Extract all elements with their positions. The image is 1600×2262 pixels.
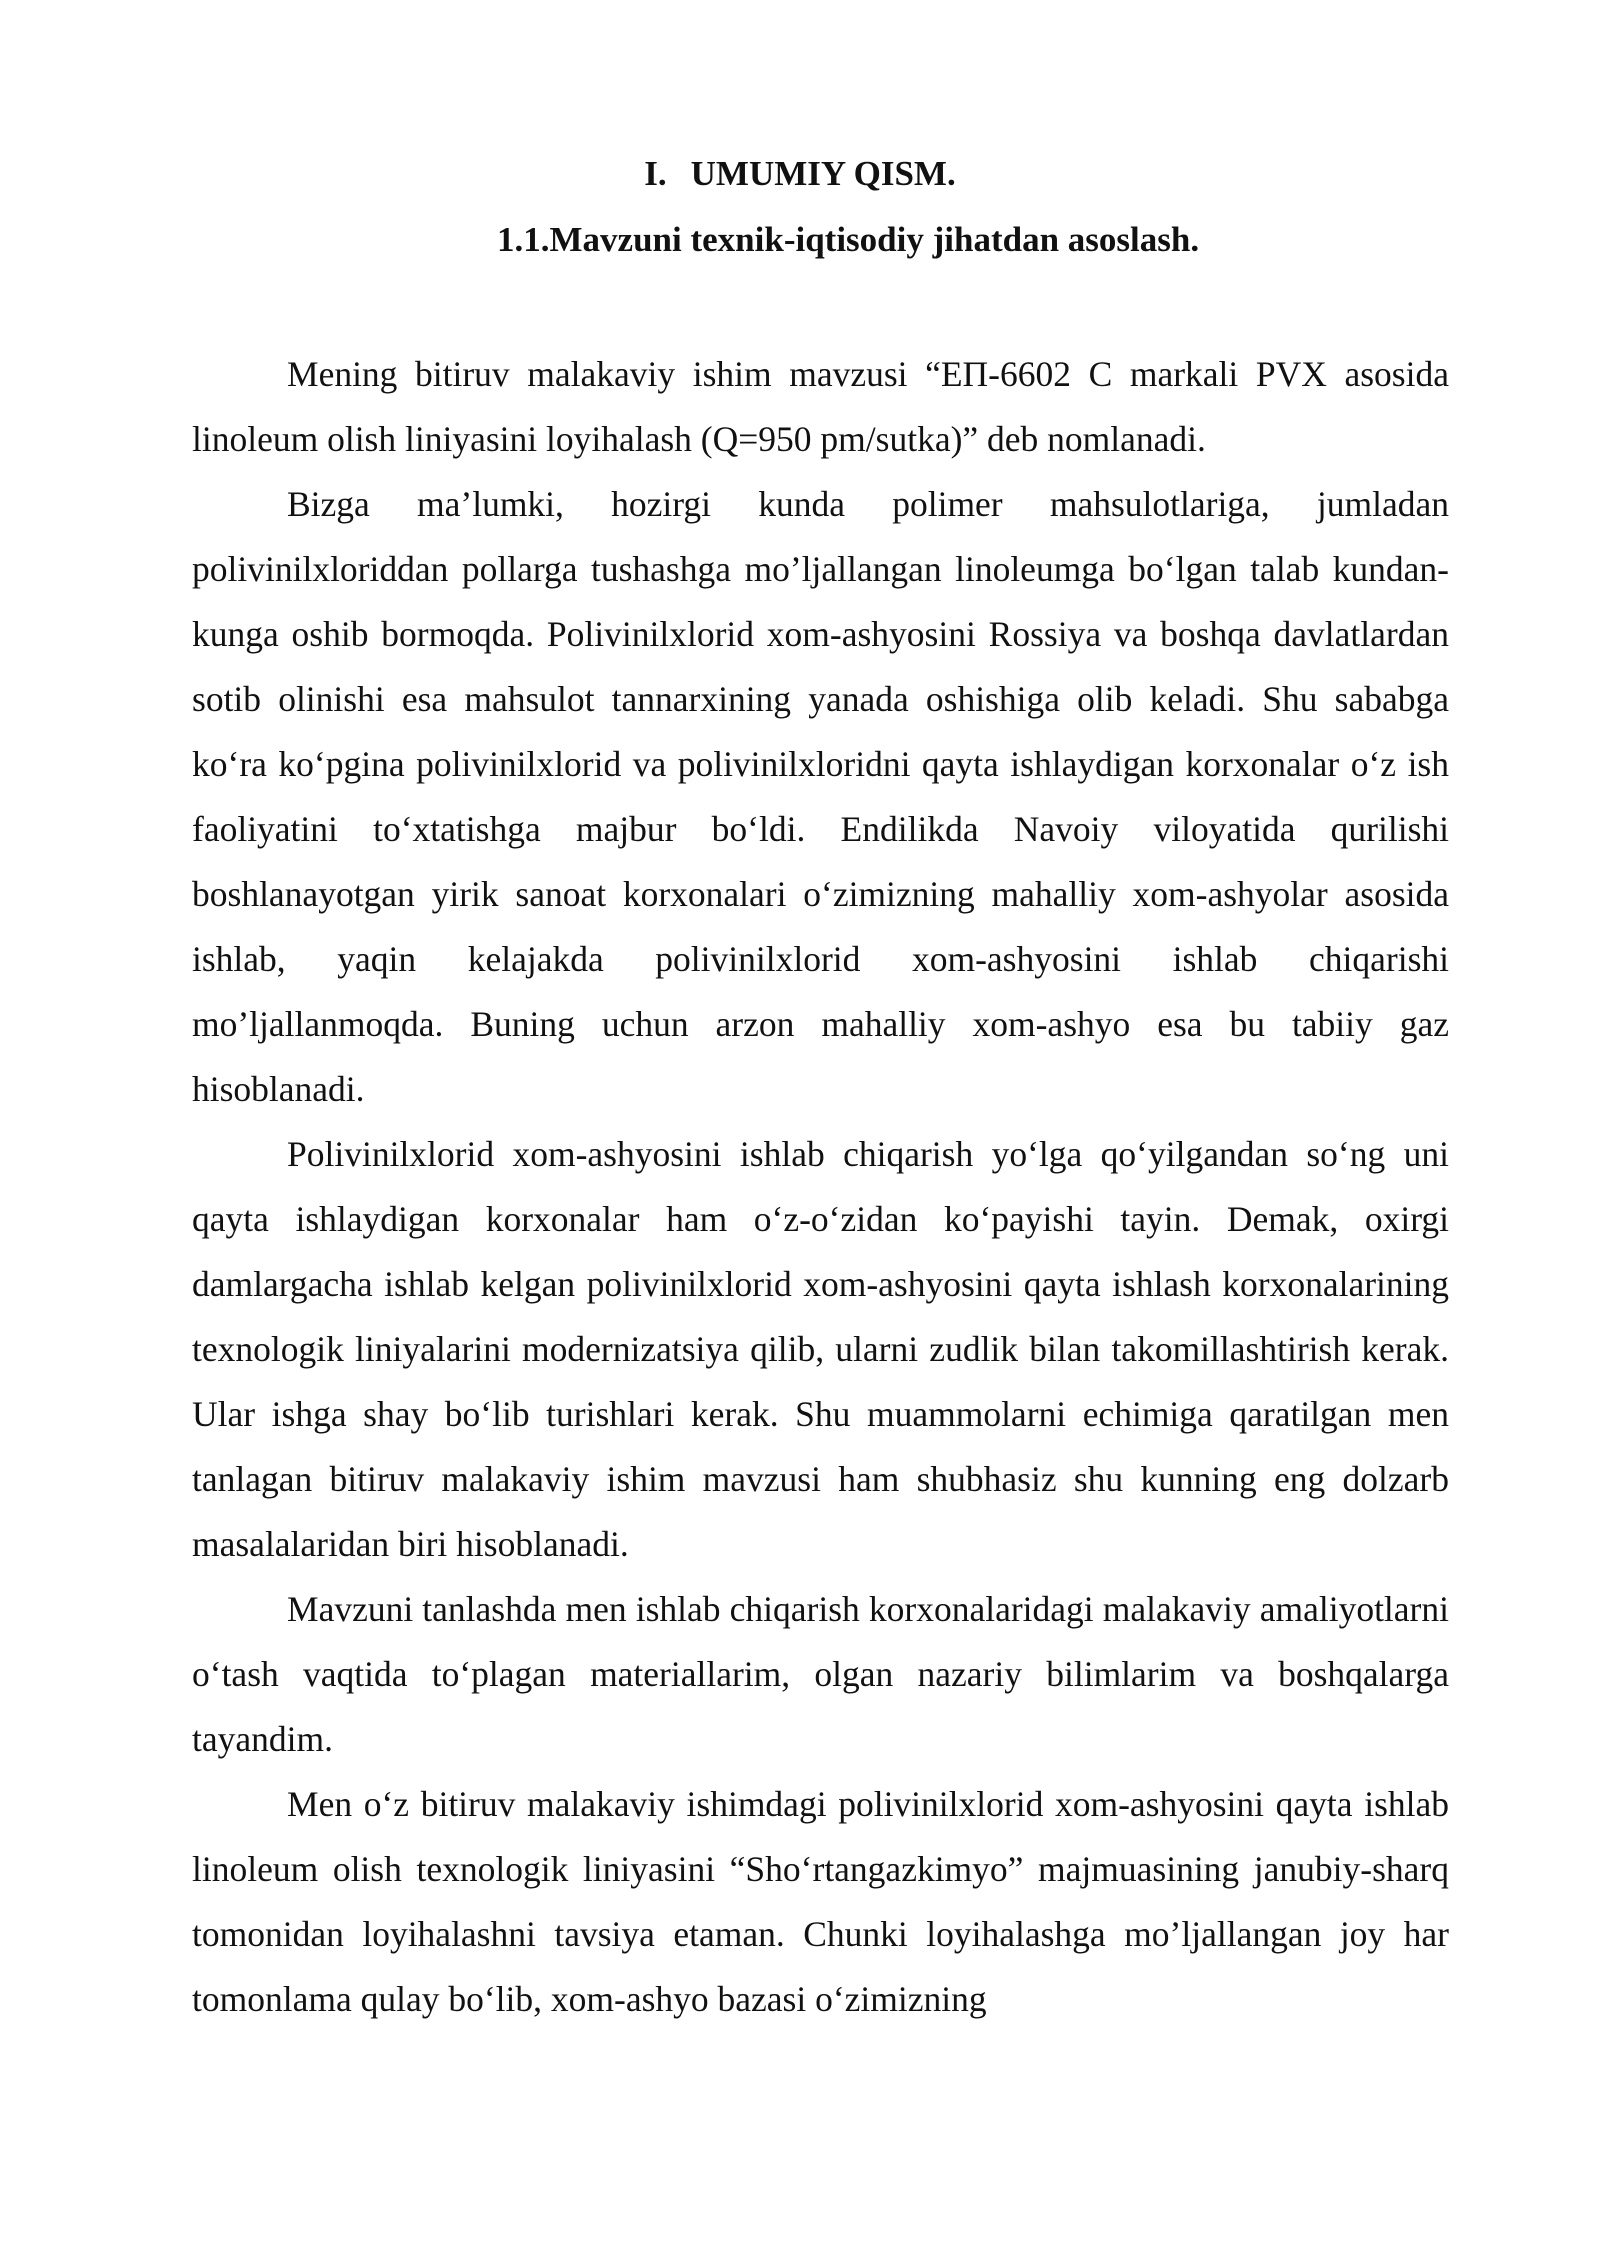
subsection-heading: 1.1.Mavzuni texnik-iqtisodiy jihatdan asoslash. [497,220,1200,259]
paragraph: Mening bitiruv malakaviy ishim mavzusi “ЕП-6602 C markali PVX asosida linoleum olish liniyasini loyihalash (Q=950 pm/sutka)” deb nomlanadi. [192,354,1449,459]
paragraph: Mavzuni tanlashda men ishlab chiqarish korxonalaridagi malakaviy amaliyotlarni o‘tash vaqtida to‘plagan materiallarim, olgan nazariy bilimlarim va boshqalarga tayandim. [192,1589,1449,1759]
paragraph: Polivinilxlorid xom-ashyosini ishlab chiqarish yo‘lga qo‘yilgandan so‘ng uni qayta ishlaydigan korxonalar ham o‘z-o‘zidan ko‘payishi tayin. Demak, oxirgi damlargacha ishlab kelgan polivinilxlorid xom-ashyosini qayta ishlash korxonalarining texnologik liniyalarini modernizatsiya qilib, ularni zudlik bilan takomillashtirish kerak. Ular ishga shay bo‘lib turishlari kerak. Shu muammolarni echimiga qaratilgan men tanlagan bitiruv malakaviy ishim mavzusi ham shubhasiz shu kunning eng dolzarb masalalaridan biri hisoblanadi. [192,1134,1449,1564]
section-title: UMUMIY QISM. [690,154,956,193]
section-heading [0,152,1600,196]
paragraph: Men o‘z bitiruv malakaviy ishimdagi polivinilxlorid xom-ashyosini qayta ishlab linoleum olish texnologik liniyasini “Sho‘rtangazkimyo” majmuasining janubiy-sharq tomonidan loyihalashni tavsiya etaman. Chunki loyihalashga mo’ljallangan joy har tomonlama qulay bo‘lib, xom-ashyo bazasi o‘zimizning [192,1784,1449,2019]
section-number: I. [644,154,667,193]
body-text [192,342,1449,2032]
paragraph: Bizga ma’lumki, hozirgi kunda polimer mahsulotlariga, jumladan polivinilxloriddan pollarga tushashga mo’ljallangan linoleumga bo‘lgan talab kundan-kunga oshib bormoqda. Polivinilxlorid xom-ashyosini Rossiya va boshqa davlatlardan sotib olinishi esa mahsulot tannarxining yanada oshishiga olib keladi. Shu sababga ko‘ra ko‘pgina polivinilxlorid va polivinilxloridni qayta ishlaydigan korxonalar o‘z ish faoliyatini to‘xtatishga majbur bo‘ldi. Endilikda Navoiy viloyatida qurilishi boshlanayotgan yirik sanoat korxonalari o‘zimizning mahalliy xom-ashyolar asosida ishlab, yaqin kelajakda polivinilxlorid xom-ashyosini ishlab chiqarishi mo’ljallanmoqda. Buning uchun arzon mahalliy xom-ashyo esa bu tabiiy gaz hisoblanadi. [192,484,1449,1109]
